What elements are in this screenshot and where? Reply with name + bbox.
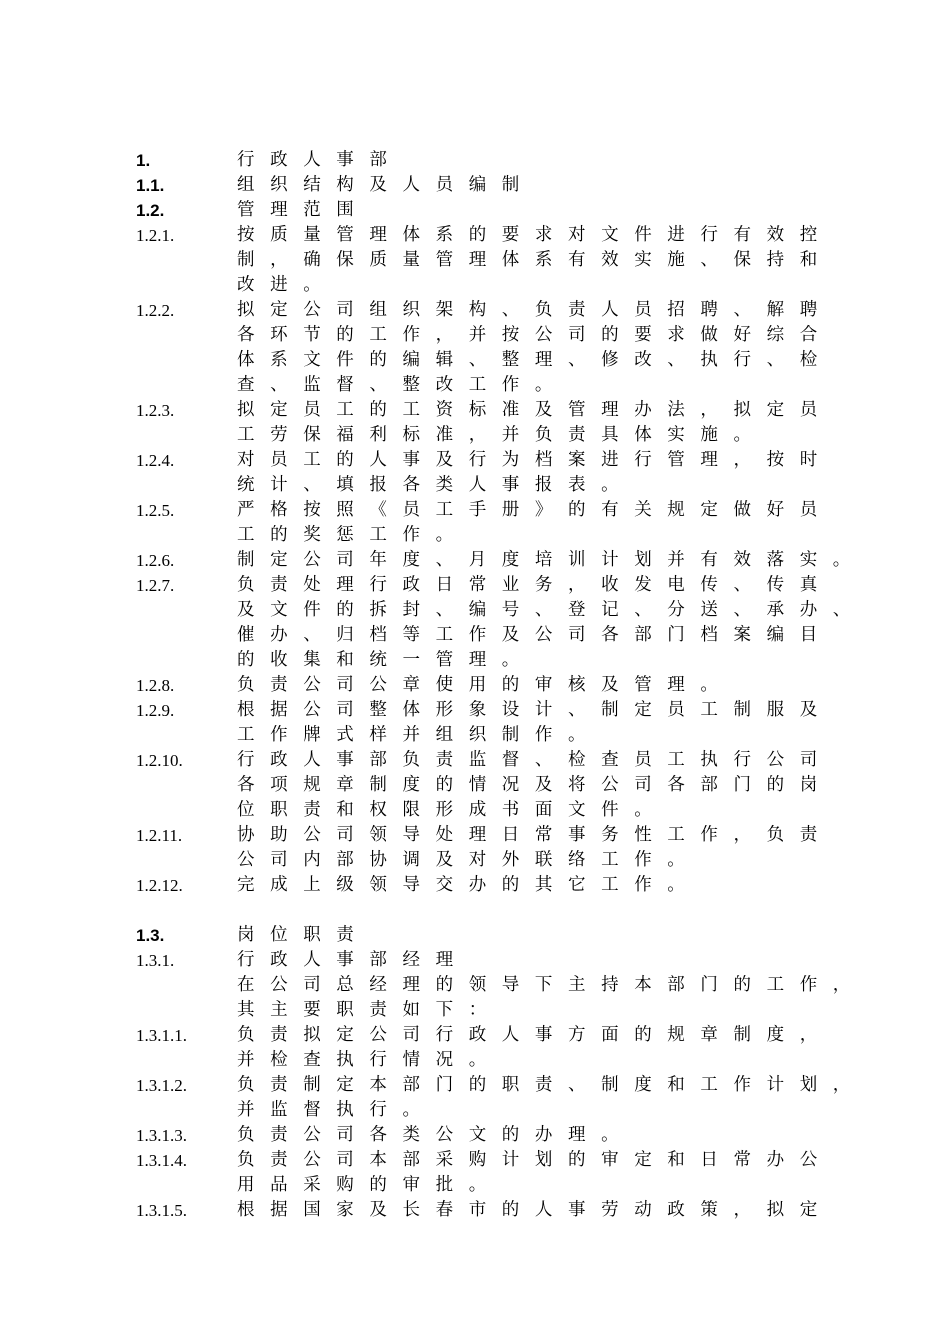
text-line: 拟定公司组织架构、负责人员招聘、解聘: [237, 300, 833, 320]
entry-number: 1.2.8.: [136, 676, 175, 695]
text-line: 负责拟定公司行政人事方面的规章制度，: [237, 1025, 833, 1045]
entry-text: [237, 698, 833, 748]
text-line: 并监督执行。: [237, 1100, 436, 1120]
entry-text: [237, 748, 833, 823]
text-line: 拟定员工的工资标准及管理办法，拟定员: [237, 400, 833, 420]
entry-text: [237, 223, 833, 298]
text-line: 制定公司年度、月度培训计划并有效落实。: [237, 550, 866, 570]
entry-number: 1.2.7.: [136, 576, 175, 595]
text-line: 各环节的工作，并按公司的要求做好综合: [237, 325, 833, 345]
entry-number: 1.2.11.: [136, 826, 183, 845]
entry-number: 1.2.3.: [136, 401, 175, 420]
entry-number: 1.3.1.5.: [136, 1201, 187, 1220]
text-line: 用品采购的审批。: [237, 1175, 502, 1195]
text-line: 位职责和权限形成书面文件。: [237, 800, 668, 820]
text-line: 组织结构及人员编制: [237, 175, 535, 195]
entry-number: 1.2.5.: [136, 501, 175, 520]
text-line: 查、监督、整改工作。: [237, 375, 568, 395]
entry-text: [237, 198, 369, 223]
text-line: 协助公司领导处理日常事务性工作，负责: [237, 825, 833, 845]
text-line: 制，确保质量管理体系有效实施、保持和: [237, 250, 833, 270]
entry-text: [237, 923, 369, 948]
entry-number: 1.2.6.: [136, 551, 175, 570]
entry-text: [237, 498, 833, 548]
text-line: 按质量管理体系的要求对文件进行有效控: [237, 225, 833, 245]
text-line: 工作牌式样并组织制作。: [237, 725, 602, 745]
entry-number: 1.2.2.: [136, 301, 175, 320]
text-line: 完成上级领导交办的其它工作。: [237, 875, 701, 895]
entry-text: [237, 548, 866, 573]
text-line: 及文件的拆封、编号、登记、分送、承办、: [237, 600, 866, 620]
text-line: 负责公司本部采购计划的审定和日常办公: [237, 1150, 833, 1170]
entry-text: [237, 1023, 833, 1073]
entry-text: [237, 298, 833, 398]
text-line: 行政人事部: [237, 150, 403, 170]
text-line: 负责公司各类公文的办理。: [237, 1125, 635, 1145]
entry-text: [237, 173, 535, 198]
text-line: 对员工的人事及行为档案进行管理，按时: [237, 450, 833, 470]
text-line: 负责公司公章使用的审核及管理。: [237, 675, 734, 695]
entry-number: 1.2.: [136, 201, 165, 220]
entry-number: 1.2.1.: [136, 226, 175, 245]
entry-number: 1.3.1.4.: [136, 1151, 187, 1170]
text-line: 在公司总经理的领导下主持本部门的工作，: [237, 975, 866, 995]
text-line: 岗位职责: [237, 925, 370, 945]
entry-text: [237, 1148, 833, 1198]
entry-number: 1.3.1.2.: [136, 1076, 187, 1095]
text-line: 工的奖惩工作。: [237, 525, 469, 545]
text-line: 负责制定本部门的职责、制度和工作计划，: [237, 1075, 866, 1095]
entry-number: 1.3.: [136, 926, 165, 945]
text-line: 改进。: [237, 275, 337, 295]
text-line: 管理范围: [237, 200, 370, 220]
text-line: 其主要职责如下：: [237, 1000, 502, 1020]
entry-number: 1.3.1.1.: [136, 1026, 187, 1045]
text-line: 严格按照《员工手册》的有关规定做好员: [237, 500, 833, 520]
text-line: 工劳保福利标准，并负责具体实施。: [237, 425, 767, 445]
entry-text: [237, 398, 833, 448]
entry-text: [237, 673, 734, 698]
text-line: 公司内部协调及对外联络工作。: [237, 850, 701, 870]
entry-text: [237, 573, 866, 673]
entry-text: [237, 1198, 833, 1223]
text-line: 行政人事部负责监督、检查员工执行公司: [237, 750, 833, 770]
entry-number: 1.2.4.: [136, 451, 175, 470]
text-line: 负责处理行政日常业务，收发电传、传真: [237, 575, 833, 595]
text-line: 各项规章制度的情况及将公司各部门的岗: [237, 775, 833, 795]
entry-number: 1.2.12.: [136, 876, 183, 895]
entry-text: [237, 1123, 634, 1148]
entry-text: [237, 948, 866, 1023]
entry-number: 1.3.1.3.: [136, 1126, 187, 1145]
text-line: 并检查执行情况。: [237, 1050, 502, 1070]
entry-number: 1.1.: [136, 176, 165, 195]
text-line: 统计、填报各类人事报表。: [237, 475, 635, 495]
entry-number: 1.: [136, 151, 151, 170]
entry-text: [237, 148, 403, 173]
text-line: 行政人事部经理: [237, 950, 469, 970]
text-line: 催办、归档等工作及公司各部门档案编目: [237, 625, 833, 645]
entry-text: [237, 823, 833, 873]
entry-text: [237, 448, 833, 498]
text-line: 根据国家及长春市的人事劳动政策，拟定: [237, 1200, 833, 1220]
text-line: 体系文件的编辑、整理、修改、执行、检: [237, 350, 833, 370]
entry-number: 1.3.1.: [136, 951, 175, 970]
entry-text: [237, 1073, 866, 1123]
entry-text: [237, 873, 700, 898]
entry-number: 1.2.10.: [136, 751, 183, 770]
text-line: 的收集和统一管理。: [237, 650, 535, 670]
text-line: 根据公司整体形象设计、制定员工制服及: [237, 700, 833, 720]
entry-number: 1.2.9.: [136, 701, 175, 720]
